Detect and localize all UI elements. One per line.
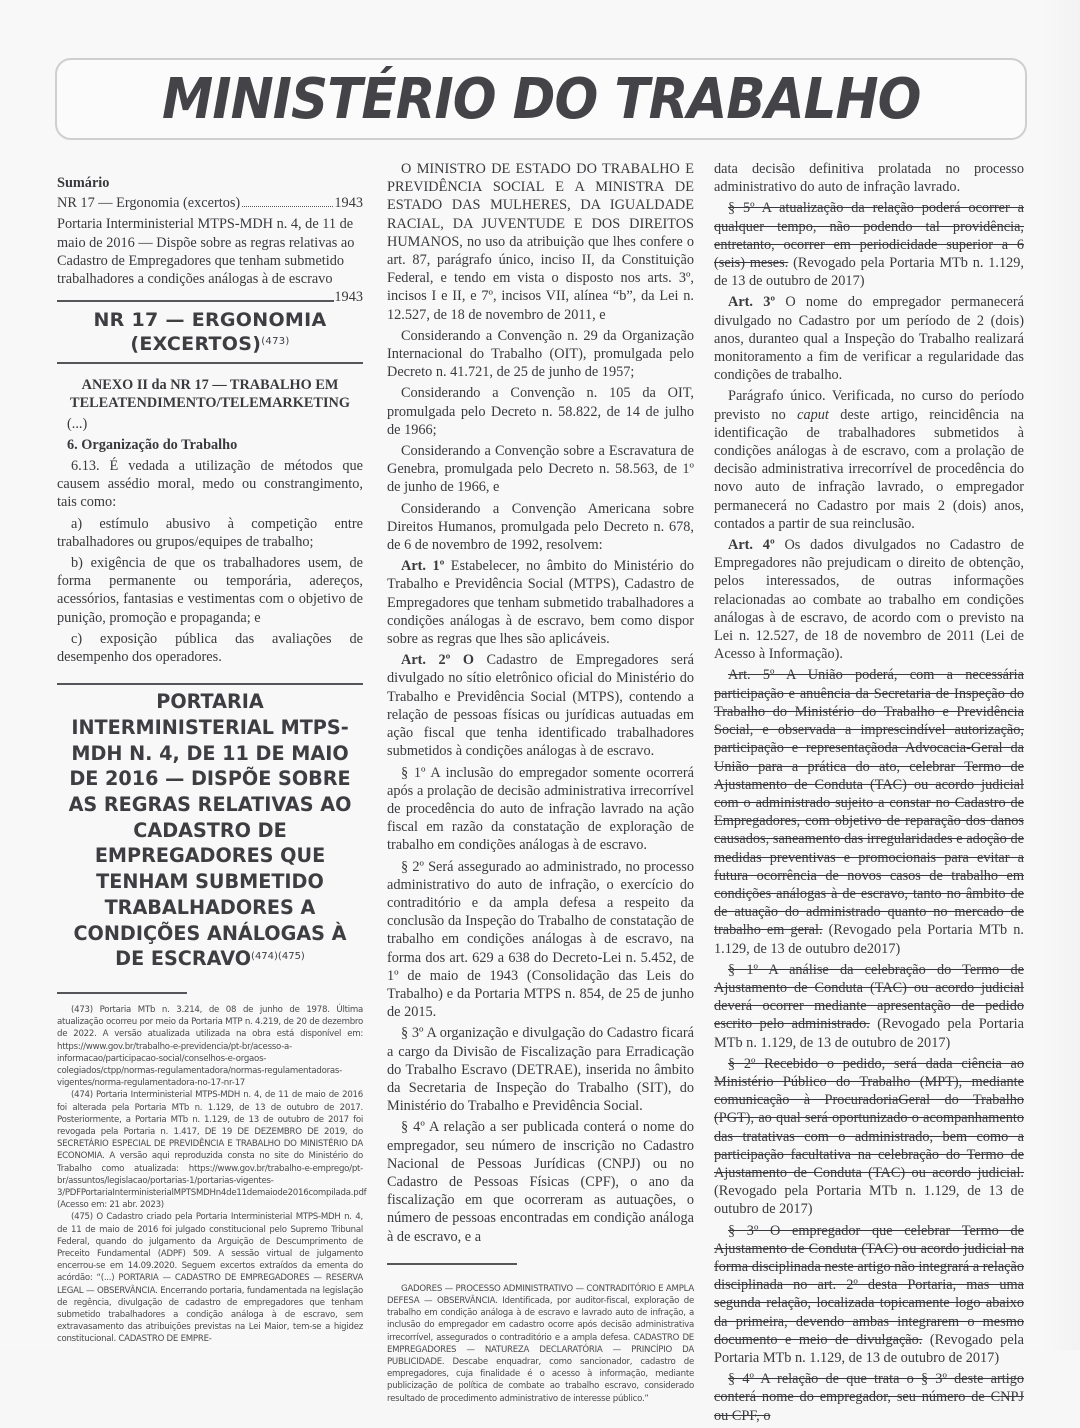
paragraph-4-continued: data decisão definitiva prolatada no processo administrativo do auto de infração lavrado.	[714, 161, 1024, 196]
section-divider	[57, 300, 334, 302]
article-5-paragraph-1-revoked: § 1º A análise da celebração do Termo de Ajustamento de Conduta (TAC) ou acordo judicial deverá ocorrer mediante apresentação de pedido escrito pelo administrado. (Revogado pela Portaria MTb n. 1.129, de 13 de outubro de 2017)	[714, 961, 1024, 1051]
footnotes	[57, 1004, 367, 1346]
article-5-paragraph-3-revoked: § 3º O empregador que celebrar Termo de Ajustamento de Conduta (TAC) ou acordo judicial na forma disciplinada neste artigo não integrará a relação disciplinada no art. 2º desta Portaria, mas uma segunda relação, localizada topicamente logo abaixo da primeira, devendo ambas integrarem o mesmo documento e meio de divulgação. (Revogado pela Portaria MTb n. 1.129, de 13 de outubro de 2017)	[714, 1222, 1025, 1366]
paragraph-2: § 2º Será assegurado ao administrado, no processo administrativo do auto de infração, o exercício do contraditório e da ampla defesa a respeito da conclusão da Inspeção do Trabalho de constatação de trabalho em condições análogas à de escravo, na forma dos art. 629 a 638 do Decreto-Lei n. 5.452, de 1º de maio de 1943 (Consolidação das Leis do Trabalho) e da Portaria MTPS n. 854, de 25 de junho de 2015.	[387, 858, 694, 1021]
footnote-475-cont: GADORES — PROCESSO ADMINISTRATIVO — CONTRADITÓRIO E AMPLA DEFESA — OBSERVÂNCIA. Identificada, por auditor-fiscal, exploração de trabalho em condição análoga à de escravo e lavrado auto de infração, a inclusão do empregador em cadastro ocorre após decisão administrativa irrecorrível, assegurados o contraditório e a ampla defesa. CADASTRO DE EMPREGADORES — NATUREZA DECLARATÓRIA — PRINCÍPIO DA PUBLICIDADE. Descabe enquadrar, como sancionador, cadastro de empregadores, cuja finalidade é o acesso à informação, mediante publicização de política de combate ao trabalho escravo, considerado resultado de procedimento administrativo de interesse público.”	[387, 1283, 694, 1404]
article-5-revoked: Art. 5º A União poderá, com a necessária participação e anuência da Secretaria de Inspeção do Trabalho do Ministério do Trabalho e Previdência Social, e observada a imprescindível autorização, participação e representaçãoda Advocacia-Geral da União para a prática do ato, celebrar Termo de Ajustamento de Conduta (TAC) ou acordo judicial com o administrado sujeito a constar no Cadastro de Empregadores, com objetivo de reparação dos danos causados, saneamento das irregularidades e adoção de medidas preventivas e promocionais para evitar a futura ocorrência de novos casos de trabalho em condições análogas à de escravo, tanto no âmbito de de atuação do administrado quanto no mercado de trabalho em geral. (Revogado pela Portaria MTb n. 1.129, de 13 de outubro de2017)	[714, 667, 1024, 957]
ellipsis: (...)	[67, 415, 88, 432]
toc-entry-text: NR 17 — Ergonomia (excertos)	[57, 195, 241, 212]
article-1: Art. 1º Estabelecer, no âmbito do Ministério do Trabalho e Previdência Social (MTPS), Cadastro de Empregadores que tenham submetido trabalhadores a condições análogas à de escravo, bem como dispor sobre as regras que lhes são aplicáveis.	[387, 558, 694, 648]
paragraph: a) estímulo abusivo à competição entre trabalhadores ou grupos/equipes de trabalho;	[57, 515, 363, 550]
toc-entry[interactable]	[57, 194, 363, 212]
toc-leader	[242, 206, 333, 207]
right-column	[714, 160, 1024, 1428]
considerando: Considerando a Convenção n. 29 da Organização Internacional do Trabalho (OIT), promulgada pelo Decreto n. 41.721, de 25 de junho de 1957;	[387, 327, 694, 381]
footnote-divider	[387, 1263, 517, 1265]
article-5-paragraph-4-revoked: § 4º A relação de que trata o § 3º deste artigo conterá nome do empregador, seu número de CNPJ ou CPF, o	[714, 1371, 1024, 1424]
summary-title: Sumário	[57, 175, 110, 191]
toc-entry-page: 1943	[334, 195, 363, 212]
ministry-title: MINISTÉRIO DO TRABALHO	[161, 66, 921, 132]
footnote-divider	[57, 992, 187, 994]
nr17-title: NR 17 — ERGONOMIA (EXCERTOS)$^{(473)}$	[93, 309, 327, 356]
footnote-474: (474) Portaria Interministerial MTPS-MDH n. 4, de 11 de maio de 2016 foi alterada pela Portaria MTb n. 1.129, de 13 de outubro de 2017. Posteriormente, a Portaria MTb n. 1.129, de 13 de outubro de 2017 foi revogada pela Portaria n. 1.417, DE 19 DE DEZEMBRO DE 2019, do SECRETÁRIO ESPECIAL DE PREVIDÊNCIA E TRABALHO DO MINISTÉRIO DA ECONOMIA. A versão aqui reproduzida consta no site do Ministério do Trabalho como atualizada: https://www.gov.br/trabalho-e-emprego/pt-br/assuntos/legislacao/portarias-1/portarias-vigentes-3/PDFPortariaInterministerialMPTSMDHn4de11demaiode2016compilada.pdf (Acesso em: 21 abr. 2023)	[57, 1090, 367, 1211]
toc-entry-text: Portaria Interministerial MTPS-MDH n. 4, de 11 de maio de 2016 — Dispõe sobre as regras relativas ao Cadastro de Empregadores que tenham submetido trabalhadores a condições análogas à de escravo	[57, 216, 355, 288]
paragraph: c) exposição pública das avaliações de desempenho dos operadores.	[57, 630, 363, 666]
middle-column	[387, 160, 694, 1405]
section-heading: 6. Organização do Trabalho	[67, 436, 238, 453]
considerando: Considerando a Convenção Americana sobre Direitos Humanos, promulgada pelo Decreto n. 678, de 6 de novembro de 1992, resolvem:	[387, 500, 694, 554]
page-header	[55, 58, 1027, 140]
left-column	[57, 160, 367, 1346]
section-divider	[57, 362, 363, 364]
footnote-ref[interactable]: (473)	[261, 336, 290, 348]
sole-paragraph: Parágrafo único. Verificada, no curso do período previsto no caput deste artigo, reincidência na identificação de trabalhadores submetidos à condições análogas à de escravo, com a prolação de decisão administrativa irrecorrível de procedência do novo auto de infração lavrado, o empregador permanecerá no Cadastro por mais 2 (dois) anos, contados a partir de sua reinclusão.	[714, 388, 1024, 532]
paragraph-5-revoked: § 5º A atualização da relação poderá ocorrer a qualquer tempo, não podendo tal providência, entretanto, ocorrer em periodicidade superior a 6 (seis) meses. (Revogado pela Portaria MTb n. 1.129, de 13 de outubro de 2017)	[714, 200, 1024, 290]
toc-entry[interactable]	[57, 215, 363, 306]
footnote-473: (473) Portaria MTb n. 3.214, de 08 de junho de 1978. Última atualização ocorreu por meio da Portaria MTP n. 4.219, de 20 de dezembro de 2022. A versão atualizada utilizada na obra está disponível em: https://www.gov.br/trabalho-e-previdencia/pt-br/acesso-a-informacao/participacao-social/conselhos-e-orgaos-colegiados/ctpp/normas-regulamentadora/normas-regulamentadoras-vigentes/norma-regulamentadora-no-17-nr-17	[57, 1005, 363, 1089]
footnote-475: (475) O Cadastro criado pela Portaria Interministerial MTPS-MDH n. 4, de 11 de maio de 2016 foi julgado constitucional pelo Supremo Tribunal Federal, quando do julgamento da Arguição de Descumprimento de Preceito Fundamental (ADPF) 509. A sessão virtual de julgamento encerrou-se em 14.09.2020. Seguem excertos extraídos da ementa do acórdão: “(...) PORTARIA — CADASTRO DE EMPREGADORES — RESERVA LEGAL — OBSERVÂNCIA. Encerrando portaria, fundamentada na legislação de regência, divulgação de cadastro de empregadores que tenham submetido trabalhadores a condição análoga à de escravo, sem extravasamento das atribuições previstas na Lei Maior, tem-se a higidez constitucional. CADASTRO DE EMPRE-	[57, 1212, 363, 1345]
article-5-paragraph-2-revoked: § 2º Recebido o pedido, será dada ciência ao Ministério Público do Trabalho (MPT), mediante comunicação à ProcuradoriaGeral do Trabalho (PGT), ao qual será oportunizado o acompanhamento das tratativas com o administrado, bem como a participação facultativa na celebração do Termo de Ajustamento de Conduta (TAC) ou acordo judicial. (Revogado pela Portaria MTb n. 1.129, de 13 de outubro de 2017)	[714, 1055, 1024, 1218]
considerando: Considerando a Convenção n. 105 da OIT, promulgada pelo Decreto n. 58.822, de 14 de julho de 1966;	[387, 385, 694, 438]
paragraph-1: § 1º A inclusão do empregador somente ocorrerá após a prolação de decisão administrativa irrecorrível de procedência do auto de infração lavrado na ação fiscal em razão da constatação de exploração de trabalho em condições análogas à de escravo.	[387, 764, 694, 854]
page-edge-shadow	[1040, 0, 1080, 1350]
footnote-continuation	[387, 1283, 694, 1405]
paragraph-3: § 3º A organização e divulgação do Cadastro ficará a cargo da Divisão de Fiscalização para Erradicação do Trabalho Escravo (DETRAE), inserida no âmbito da Secretaria de Inspeção do Trabalho (SIT), do Ministério do Trabalho e Previdência Social.	[387, 1025, 694, 1115]
paragraph: 6.13. É vedada a utilização de métodos que causem assédio moral, medo ou constrangimento, tais como:	[57, 458, 363, 511]
article-2: Art. 2º O Cadastro de Empregadores será divulgado no sítio eletrônico oficial do Ministério do Trabalho e Previdência Social (MTPS), contendo a relação de pessoas físicas ou jurídicas autuadas em ação fiscal que tenha identificado trabalhadores submetidos à condições análogas à de escravo.	[387, 652, 694, 760]
annex-title: ANEXO II da NR 17 — TRABALHO EM TELEATENDIMENTO/TELEMARKETING	[70, 377, 350, 412]
toc-entry-page: 1943	[334, 289, 363, 306]
article-3: Art. 3º O nome do empregador permanecerá divulgado no Cadastro por um período de 2 (dois) anos, duranteo qual a Inspeção do Trabalho realizará monitoramento a fim de verificar a regularidade das condições de trabalho.	[714, 294, 1025, 384]
portaria-title: PORTARIA INTERMINISTERIAL MTPS-MDH N. 4, DE 11 DE MAIO DE 2016 — DISPÕE SOBRE AS REGRAS RELATIVAS AO CADASTRO DE EMPREGADORES QUE TENHAM SUBMETIDO TRABALHADORES A CONDIÇÕES ANÁLOGAS À DE $ESCRAVO^{(474)(475)}$	[68, 690, 352, 971]
footnote-ref[interactable]: (474)(475)	[251, 951, 305, 963]
considerando: Considerando a Convenção sobre a Escravatura de Genebra, promulgada pelo Decreto n. 58.563, de 1º de junho de 1966, e	[387, 443, 694, 496]
paragraph-4: § 4º A relação a ser publicada conterá o nome do empregador, seu número de inscrição no Cadastro Nacional de Pessoas Jurídicas (CNPJ) ou no Cadastro de Pessoas Físicas (CPF), o ano da fiscalização em que ocorreram as autuações, o número de pessoas encontradas em condição análoga à de escravo, e a	[387, 1119, 694, 1245]
section-divider	[57, 683, 363, 685]
article-4: Art. 4º Os dados divulgados no Cadastro de Empregadores não prejudicam o direito de obtenção, pelos interessados, de outras informações relacionadas ao combate ao trabalho em condições análogas à de escravo, de acordo com o previsto na Lei n. 12.527, de 18 de novembro de 2011 (Lei de Acesso à Informação).	[714, 537, 1025, 663]
preamble: O MINISTRO DE ESTADO DO TRABALHO E PREVIDÊNCIA SOCIAL E A MINISTRA DE ESTADO DAS MULHERES, DA IGUALDADE RACIAL, DA JUVENTUDE E DOS DIREITOS HUMANOS, no uso da atribuição que lhes confere o art. 87, parágrafo único, inciso II, da Constituição Federal, e tendo em vista o disposto nos arts. 3º, incisos I e II, e 7º, incisos VII, alínea “b”, da Lei n. 12.527, de 18 de novembro de 2011, e	[387, 161, 694, 323]
paragraph: b) exigência de que os trabalhadores usem, de forma permanente ou temporária, adereços, acessórios, fantasias e vestimentas com o objetivo de punição, promoção e propaganda; e	[57, 555, 363, 626]
